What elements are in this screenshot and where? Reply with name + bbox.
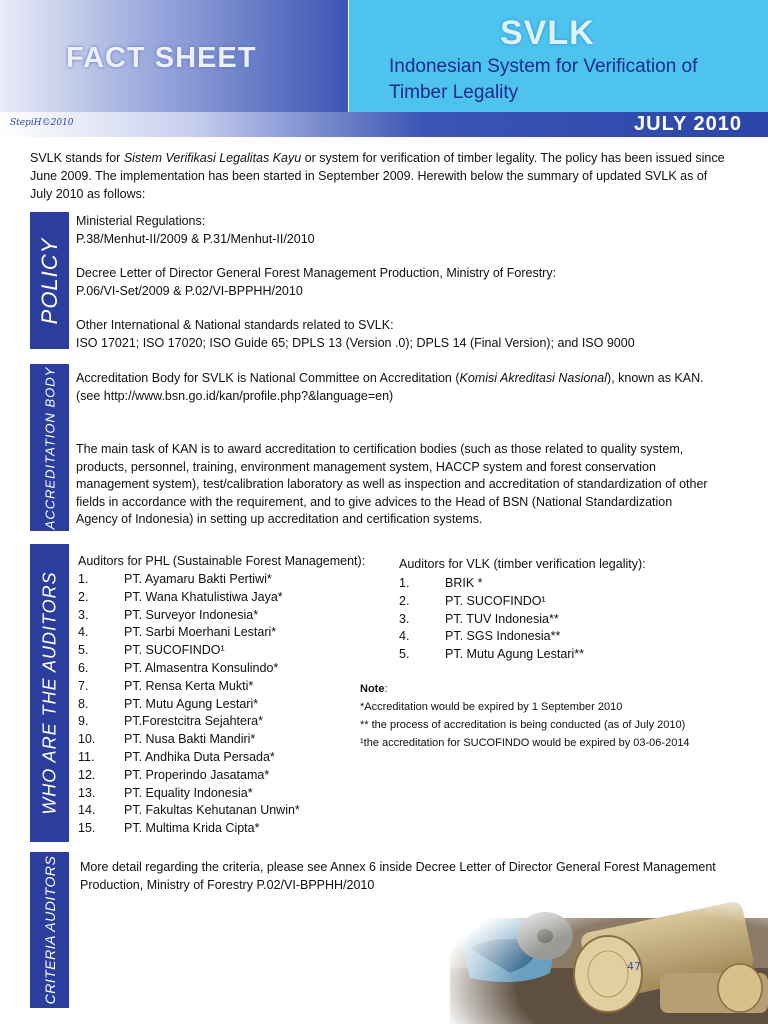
policy-decree-block	[76, 265, 736, 300]
vlk-auditor-name: BRIK *	[445, 576, 483, 590]
note-colon: :	[384, 683, 388, 695]
criteria-side-label	[30, 852, 69, 1008]
note-line-1: *Accreditation would be expired by 1 September 2010	[360, 701, 623, 713]
vlk-number: 2.	[399, 593, 410, 608]
accreditation-side-label	[30, 364, 69, 531]
note-title: Note	[360, 683, 385, 695]
author-signature: StepiH©2010	[10, 118, 74, 128]
criteria-label-text: CRITERIA AUDITORS	[41, 855, 58, 1005]
phl-auditor-name: PT. Equality Indonesia*	[124, 785, 253, 800]
note-line-2: ** the process of accreditation is being conducted (as of July 2010)	[360, 719, 686, 731]
phl-auditor-name: PT. Surveyor Indonesia*	[124, 607, 259, 622]
policy-standards-block	[76, 317, 736, 352]
phl-auditor-name: PT. Properindo Jasatama*	[124, 767, 270, 782]
phl-number: 10.	[78, 732, 96, 747]
vlk-auditor-name: PT. SGS Indonesia**	[445, 629, 561, 644]
phl-auditor-name: PT. Mutu Agung Lestari*	[124, 696, 259, 711]
phl-number: 6.	[78, 660, 89, 675]
note-line-3: ¹the accreditation for SUCOFINDO would be expired by 03-06-2014	[360, 737, 690, 749]
phl-number: 5.	[78, 643, 89, 658]
accreditation-paragraph-1	[76, 370, 716, 405]
policy-ministerial-block	[76, 213, 736, 248]
vlk-number: 1.	[399, 576, 410, 590]
vlk-number: 5.	[399, 647, 410, 662]
phl-auditor-name: PT.Forestcitra Sejahtera*	[124, 714, 263, 729]
auditors-label-text: WHO ARE THE AUDITORS	[39, 571, 59, 815]
vlk-auditors-title: Auditors for VLK (timber verification legality):	[399, 557, 646, 571]
policy-block2-title: Decree Letter of Director General Forest Management Production, Ministry of Forestry:	[76, 266, 557, 280]
phl-number: 13.	[78, 785, 96, 800]
timber-logs-photo	[450, 878, 768, 1024]
vlk-number: 4.	[399, 629, 410, 644]
policy-block3-body: ISO 17021; ISO 17020; ISO Guide 65; DPLS 13 (Version .0); DPLS 14 (Final Version); and ISO 9000	[76, 335, 635, 350]
phl-number: 12.	[78, 767, 96, 782]
phl-auditor-name: PT. Ayamaru Bakti Pertiwi*	[124, 572, 272, 586]
phl-auditor-name: PT. Almasentra Konsulindo*	[124, 660, 279, 675]
policy-label-text: POLICY	[36, 237, 62, 324]
issue-date: JULY 2010	[634, 113, 742, 135]
policy-block1-body: P.38/Menhut-II/2009 & P.31/Menhut-II/2010	[76, 231, 315, 246]
policy-block3-title: Other International & National standards related to SVLK:	[76, 318, 394, 332]
fact-sheet-title: FACT SHEET	[66, 42, 257, 74]
vlk-auditor-name: PT. SUCOFINDO¹	[445, 593, 546, 608]
note-heading	[360, 680, 690, 698]
vlk-number: 3.	[399, 611, 410, 626]
accr-p1-prefix: Accreditation Body for SVLK is National Committee on Accreditation (	[76, 371, 460, 385]
policy-side-label	[30, 212, 69, 349]
phl-number: 15.	[78, 821, 96, 836]
subtitle: Indonesian System for Verification of Timber Legality	[389, 56, 698, 103]
intro-italic: Sistem Verifikasi Legalitas Kayu	[123, 151, 302, 165]
phl-auditor-name: PT. Sarbi Moerhani Lestari*	[124, 625, 277, 640]
phl-auditor-name: PT. Wana Khatulistiwa Jaya*	[124, 589, 283, 604]
phl-auditor-name: PT. SUCOFINDO¹	[124, 643, 225, 658]
criteria-paragraph: More detail regarding the criteria, please see Annex 6 inside Decree Letter of Director General Forest Management Production, Ministry of Forestry P.02/VI-BPPHH/2010	[80, 860, 716, 892]
accreditation-paragraph-2: The main task of KAN is to award accreditation to certification bodies (such as those related to quality system, products, personnel, training, environment management system, HACCP system and forest conservation management system), test/calibration laboratory as well as inspection and accreditation of standardization of other fields in accordance with the requirement, and to give advices to the Head of BSN (National Standardization Agency of Indonesia) in setting up accreditation and certification systems.	[76, 442, 708, 526]
policy-block1-title: Ministerial Regulations:	[76, 214, 206, 228]
phl-auditor-name: PT. Multima Krida Cipta*	[124, 821, 260, 836]
intro-suffix: or system for verification of timber legality. The policy has been issued since June 2009. The implementation has been started in September 2009. Herewith below the summary of updated SVLK as of July 2010 as follows:	[30, 151, 725, 201]
photo-fade-overlay	[450, 878, 768, 1024]
phl-auditors-title: Auditors for PHL (Sustainable Forest Management):	[78, 554, 366, 568]
accr-p1-italic: Komisi Akreditasi Nasional	[459, 371, 608, 385]
phl-number: 7.	[78, 678, 89, 693]
phl-number: 9.	[78, 714, 89, 729]
phl-number: 2.	[78, 589, 89, 604]
phl-number: 11.	[78, 749, 95, 764]
intro-prefix: SVLK stands for	[30, 151, 124, 165]
auditors-notes	[360, 680, 690, 752]
phl-number: 1.	[78, 572, 89, 586]
svlk-title: SVLK	[500, 14, 595, 52]
accr-p1-suffix: ), known as KAN.	[607, 371, 704, 385]
phl-number: 4.	[78, 625, 89, 640]
phl-auditor-name: PT. Andhika Duta Persada*	[124, 749, 275, 764]
phl-number: 8.	[78, 696, 89, 711]
phl-number: 3.	[78, 607, 89, 622]
phl-auditor-name: PT. Nusa Bakti Mandiri*	[124, 732, 256, 747]
auditors-side-label	[30, 544, 69, 842]
policy-block2-body: P.06/VI-Set/2009 & P.02/VI-BPPHH/2010	[76, 283, 303, 298]
accreditation-label-text: ACCREDITATION BODY	[42, 366, 57, 529]
phl-number: 14.	[78, 803, 96, 818]
phl-auditor-name: PT. Rensa Kerta Mukti*	[124, 678, 254, 693]
vlk-auditor-name: PT. TUV Indonesia**	[445, 611, 559, 626]
kan-profile-link[interactable]: (see http://www.bsn.go.id/kan/profile.php?&language=en)	[76, 388, 394, 403]
intro-paragraph	[30, 149, 730, 203]
phl-auditor-name: PT. Fakultas Kehutanan Unwin*	[124, 803, 300, 818]
vlk-auditor-name: PT. Mutu Agung Lestari**	[445, 647, 584, 662]
